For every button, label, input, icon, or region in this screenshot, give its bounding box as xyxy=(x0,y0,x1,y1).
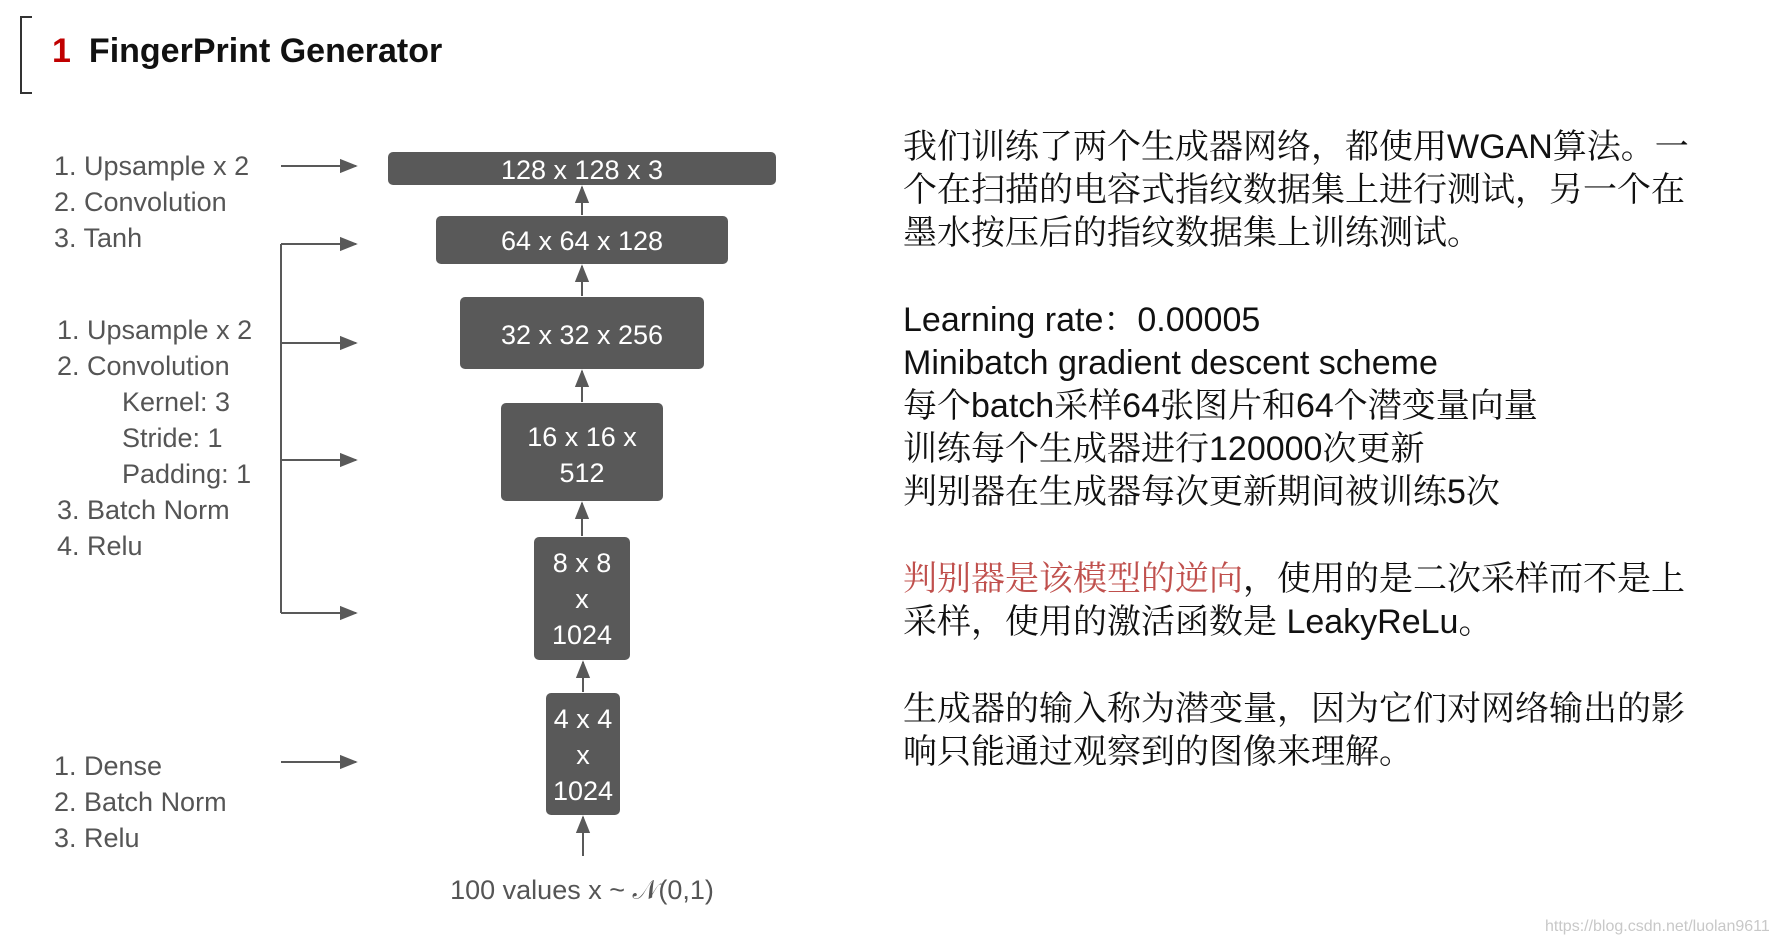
para-2-line-3: 每个batch采样64张图片和64个潜变量向量 xyxy=(903,387,1538,425)
middle-group-item-3: Kernel: 3 xyxy=(122,387,231,417)
para-3-line-1 xyxy=(903,558,1743,601)
layer-1-line-1: 128 x 128 x 3 xyxy=(500,155,664,185)
bottom-group-item-2: 2. Batch Norm xyxy=(54,787,227,817)
middle-group-item-4: Stride: 1 xyxy=(122,423,223,453)
para-2-line-2: Minibatch gradient descent scheme xyxy=(903,344,1438,382)
watermark: https://blog.csdn.net/luolan9611 xyxy=(1545,918,1770,935)
middle-group-item-5: Padding: 1 xyxy=(122,459,252,489)
input-label: 100 values x ~ 𝒩(0,1) xyxy=(450,875,714,905)
layer-box-1 xyxy=(388,152,776,185)
layer-box-4 xyxy=(501,403,663,501)
para-2-line-4: 训练每个生成器进行120000次更新 xyxy=(903,430,1425,468)
middle-group-item-2: 2. Convolution xyxy=(57,351,230,381)
layer-4-line-2: 512 xyxy=(559,458,605,488)
para-2-line-1: Learning rate：0.00005 xyxy=(903,301,1261,339)
pointer-arrows xyxy=(281,166,356,762)
layer-6-line-3: 1024 xyxy=(552,776,614,806)
layer-5-line-1: 8 x 8 xyxy=(552,548,612,578)
top-group-item-3: 3. Tanh xyxy=(54,223,143,253)
bottom-group-item-3: 3. Relu xyxy=(54,823,140,853)
description-para-3 xyxy=(903,558,1743,644)
description-panel xyxy=(903,126,1743,774)
layer-4-line-1: 16 x 16 x xyxy=(527,422,637,452)
layer-5-line-2: x xyxy=(575,584,589,614)
para-4-line-2: 响只能通过观察到的图像来理解。 xyxy=(903,733,1413,771)
middle-group-item-1: 1. Upsample x 2 xyxy=(57,315,253,345)
para-2-line-5: 判别器在生成器每次更新期间被训练5次 xyxy=(903,473,1500,511)
layer-box-6 xyxy=(546,693,620,815)
layer-box-2 xyxy=(436,216,728,264)
layer-box-5 xyxy=(534,537,630,660)
middle-group-item-7: 4. Relu xyxy=(57,531,143,561)
highlight-text: 判别器是该模型的逆向 xyxy=(903,560,1243,598)
para-1-line-1: 我们训练了两个生成器网络，都使用WGAN算法。一 xyxy=(903,128,1689,166)
top-group-item-2: 2. Convolution xyxy=(54,187,227,217)
para-3-line-1-rest: ，使用的是二次采样而不是上 xyxy=(1243,560,1685,598)
section-title: FingerPrint Generator xyxy=(88,32,443,70)
layer-2-line-1: 64 x 64 x 128 xyxy=(500,226,664,256)
description-para-2 xyxy=(903,299,1743,514)
top-group-item-1: 1. Upsample x 2 xyxy=(54,151,250,181)
layer-5-line-3: 1024 xyxy=(551,620,613,650)
para-1-line-3: 墨水按压后的指纹数据集上训练测试。 xyxy=(903,214,1481,252)
layer-box-3 xyxy=(460,297,704,369)
layer-3-line-1: 32 x 32 x 256 xyxy=(500,320,664,350)
description-para-4 xyxy=(903,688,1743,774)
layer-6-line-1: 4 x 4 xyxy=(553,704,613,734)
description-para-1 xyxy=(903,126,1743,255)
middle-group-item-6: 3. Batch Norm xyxy=(57,495,230,525)
layer-6-line-2: x xyxy=(576,740,590,770)
bottom-group-item-1: 1. Dense xyxy=(54,751,163,781)
para-1-line-2: 个在扫描的电容式指纹数据集上进行测试，另一个在 xyxy=(903,171,1685,209)
section-number: 1 xyxy=(52,32,71,70)
para-3-line-2: 采样，使用的激活函数是 LeakyReLu。 xyxy=(903,603,1493,641)
para-4-line-1: 生成器的输入称为潜变量，因为它们对网络输出的影 xyxy=(903,690,1685,728)
